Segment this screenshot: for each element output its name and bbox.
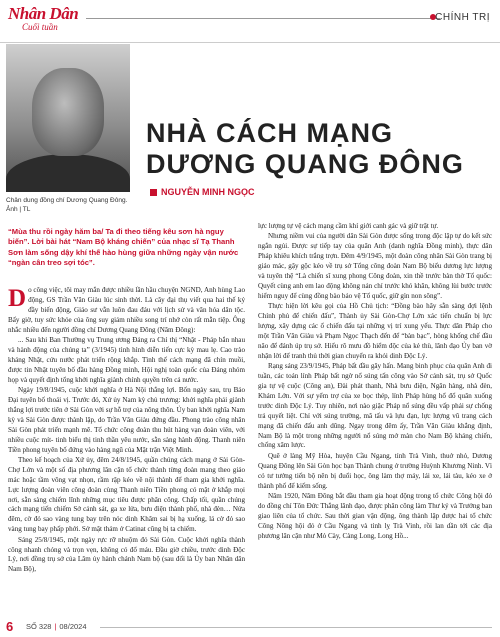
right-paragraph: Quê ở làng Mỹ Hòa, huyện Cầu Ngang, tỉnh Trà Vinh, thuở nhỏ, Dương Quang Đông lên Sài Gòn học bạn Thành chung ở trường Huỳnh Khương Ninh. Vì có tư tưởng tiến bộ nên bị đuổi học, ông làm thợ máy, lái xe, lái tàu, kéo xe ở thành phố để kiếm sống. bbox=[258, 451, 492, 490]
header-divider bbox=[0, 42, 500, 43]
article-lead: “Mùa thu rồi ngày hăm ba/ Ta đi theo tiếng kêu sơn hà nguy biến”. Lời bài hát “Nam Bộ kháng chiến” của nhạc sĩ Tạ Thanh Sơn làm sống dậy khí thế hào hùng giữa những ngày vận nước “ngàn cân treo sợi tóc”. bbox=[8, 227, 239, 267]
newspaper-logo bbox=[8, 5, 88, 39]
section-rule bbox=[86, 18, 440, 19]
issue-separator: | bbox=[54, 622, 57, 631]
portrait-body-shape bbox=[6, 154, 130, 192]
portrait-head-shape bbox=[32, 68, 104, 156]
footer-rule bbox=[100, 627, 492, 628]
portrait-photo bbox=[6, 44, 130, 192]
right-paragraph: Thực hiện lời kêu gọi của Hồ Chủ tịch: “Đồng bào hãy sẵn sàng đợi lệnh Chính phủ để chiến đấu”, Thành ủy Sài Gòn-Chợ Lớn xác tiến chuẩn bị lực lượng, xây dựng các ổ chiến đấu tại những vị trí xung yếu. Thực dân Pháp cho một Trần Văn Giàu và Phạm Ngọc Thạch đến để “bàn bạc”, hòng khống chế đầu não để đánh úp trụ sở. Hiểu rõ mưu đồ hiểm độc của kẻ thù, lãnh đạo Ủy ban vờ nhận lời để tranh thủ thời gian chuyển ra khỏi dinh Độc Lý. bbox=[258, 302, 492, 360]
logo-title: Nhân Dân bbox=[8, 4, 79, 23]
issue-number: SỐ 328 bbox=[26, 622, 52, 631]
page-header bbox=[0, 0, 500, 42]
left-paragraph bbox=[8, 286, 245, 336]
article-title bbox=[146, 118, 486, 180]
left-paragraph bbox=[8, 536, 245, 576]
issue-info bbox=[26, 622, 87, 631]
right-paragraph: Rạng sáng 23/9/1945, Pháp bất đầu gây hấn. Mang binh phục của quân Anh đi tuần, các toán lính Pháp bất ngờ nổ súng tấn công vào Sở cảnh sát, trụ sở Quốc gia tự vệ cuộc (Công an), Đài phát thanh, Nhà bưu điện, Ngân hàng, nhà đèn, Khám Lớn. Với sự yểm trợ của xe bọc thép, lính Pháp hùng hổ đổ quân xuống trước dinh Độc Lý. Tuy nhiên, nơi nào giặc Pháp nổ súng đều vấp phải sự chống trả quyết liệt. Chỉ với súng trường, mã tấu và lựu đạn, lực lượng vũ trang cách mạng đã chiến đấu anh dũng. Ngay trong đêm ấy, Trần Văn Giàu khẳng định, Nam Bộ là một trong những người nổ súng mở màn cho Nam Bộ kháng chiến, chống xâm lược. bbox=[258, 362, 492, 450]
author-byline bbox=[150, 187, 255, 197]
photo-caption: Chân dung đồng chí Dương Quang Đông. Ảnh | TL bbox=[6, 197, 128, 213]
paragraph-text: ... Sau khi Ban Thường vụ Trung ương Đảng ra Chỉ thị “Nhật - Pháp bắn nhau và hành động của chúng ta” (3/1945) tình hình diễn tiến cực kỳ mau lẹ. Cao trào kháng Nhật, cứu nước phát triển rộng khắp. Tình thế cách mạng đã chín muồi, được tin Nhật tuyên bố đầu hàng Đồng minh, Hội nghị toàn quốc của Đảng nhóm họp và quyết định tổng khởi nghĩa giành chính quyền trên cả nước. bbox=[8, 336, 245, 384]
left-paragraph bbox=[8, 386, 245, 455]
page-footer bbox=[0, 617, 500, 637]
paragraph-text: Sáng 25/8/1945, một ngày rực rỡ nhuộm đỏ Sài Gòn. Cuộc khởi nghĩa thành công nhanh chóng và trọn vẹn, không có đổ máu. Đầu giờ chiều, trước dinh Độc Lý, nơi đồng trụ sở của Lâm ủy hành chánh Nam bộ (sau đổi là Ủy ban Nhân dân Nam Bộ), bbox=[8, 535, 245, 574]
section-label: CHÍNH TRỊ bbox=[435, 12, 490, 23]
left-paragraph bbox=[8, 336, 245, 386]
drop-cap: D bbox=[8, 285, 27, 312]
paragraph-text: Theo kế hoạch của Xứ ủy, đêm 24/8/1945, quần chúng cách mạng ở Sài Gòn-Chợ Lớn và một số địa phương lân cận tổ chức thành từng đoàn mang theo giáo mác hoặc tầm vông vạt nhọn, rầm rập kéo về nội thành để tham gia khởi nghĩa. Lực lượng đoàn viên công đoàn cùng Thanh niên Tiền phong có mặt ở khắp mọi nơi, sẵn sàng chiếm lĩnh những mục tiêu được phân công. Chấp tối, quần chúng cách mạng tiến chiếm Sở cảnh sát, ga xe lửa, bưu điện thành phố, nhà đèn… Nửa đêm, cờ đỏ sao vàng tung bay trên nóc dinh Khâm sai bị hạ xuống, lá cờ đỏ sao vàng tung bay phấp phới. Sở mật thám ở Catinat cũng bị ta chiếm. bbox=[8, 455, 245, 534]
right-column bbox=[258, 222, 492, 542]
paragraph-text: o công việc, tôi may mắn được nhiều lần hầu chuyện NGND, Anh hùng Lao động, GS Trần Văn Giàu lúc sinh thời. Là cây đại thụ viết qua hai thế kỷ đầy biến động, Giáo sư vẫn luôn đau đáu với lịch sử và văn hóa dân tộc. Bấy giờ, tuy sức khỏe của ông suy giảm nhiều song trí nhớ còn rất mẫn tiệp. Ông nhắc nhiều đến người đồng chí Dương Quang Đông (Năm Đông): bbox=[8, 286, 245, 334]
author-name: NGUYỄN MINH NGỌC bbox=[161, 187, 255, 197]
paragraph-text: Ngày 19/8/1945, cuộc khởi nghĩa ở Hà Nội thắng lợi. Bốn ngày sau, trụ Báo Đại tuyên bố thoái vị. Trước đó, Xứ ủy Nam kỳ chủ trương: khởi nghĩa phải giành thắng lợi trước tiên ở Sài Gòn với sự hỗ trợ của nông thôn. Ủy ban khởi nghĩa Nam kỳ và Sài Gòn được thành lập, do Trần Văn Giàu đứng đầu. Phong trào công nhân Sài Gòn phát triển mạnh mẽ. Tổ chức công đoàn thu hút hàng vạn đoàn viên, với nhiều cuộc mít- tinh biểu thị tinh thần yêu nước, sẵn sàng hành động. Thanh niên Tiền phong tuyên bố đứng vào hàng ngũ của Mặt trận Việt Minh. bbox=[8, 386, 245, 454]
left-paragraph bbox=[8, 456, 245, 535]
title-line-1: NHÀ CÁCH MẠNG bbox=[146, 118, 393, 148]
left-column bbox=[8, 286, 245, 576]
page-number: 6 bbox=[6, 619, 14, 634]
logo-subtitle: Cuối tuần bbox=[22, 22, 58, 32]
title-line-2: DƯƠNG QUANG ĐÔNG bbox=[146, 149, 464, 179]
right-paragraph: lực lượng tự vệ cách mạng cầm khí giới canh gác và giữ trật tự. bbox=[258, 222, 439, 230]
issue-date: 08/2024 bbox=[59, 622, 87, 631]
right-paragraph: Năm 1920, Năm Đông bắt đầu tham gia hoạt động trong tổ chức Công hội đỏ do đồng chí Tôn Đức Thắng lãnh đạo, được phân công làm Thư ký và Trưởng ban giao liên của tổ chức. Sau thời gian vận động, ông thành lập được hai tổ chức Công Nông hội đỏ ở Cầu Ngang và tỉnh lỵ Trà Vinh, rồi lan dần tới các địa phương lân cận như Mỏ Cày, Càng Long, Long Hồ... bbox=[258, 491, 492, 540]
right-paragraph: Nhưng niềm vui của người dân Sài Gòn được sống trong độc lập tự do kết sức ngắn ngủi. Được sự tiếp tay của quân Anh (danh nghĩa Đồng minh), thực dân Pháp khiêu khích trắng trợn. Đêm 4/9/1945, một đoàn công nhân Sài Gòn trang bị giáo mác, gậy gộc kéo về trụ sở Tổng công đoàn Nam Bộ biểu dương lực lượng và tuyên thệ “Là chiến sĩ xung phong Công đoàn, xin thề trước bàn thờ Tổ quốc: Quyết cùng anh em lao động không nản chí trước khó khăn, không lùi bước trước hiểm nguy để cùng đồng bào bảo vệ Tổ quốc, giữ gìn non sông”. bbox=[258, 232, 492, 300]
byline-square-icon bbox=[150, 189, 157, 196]
